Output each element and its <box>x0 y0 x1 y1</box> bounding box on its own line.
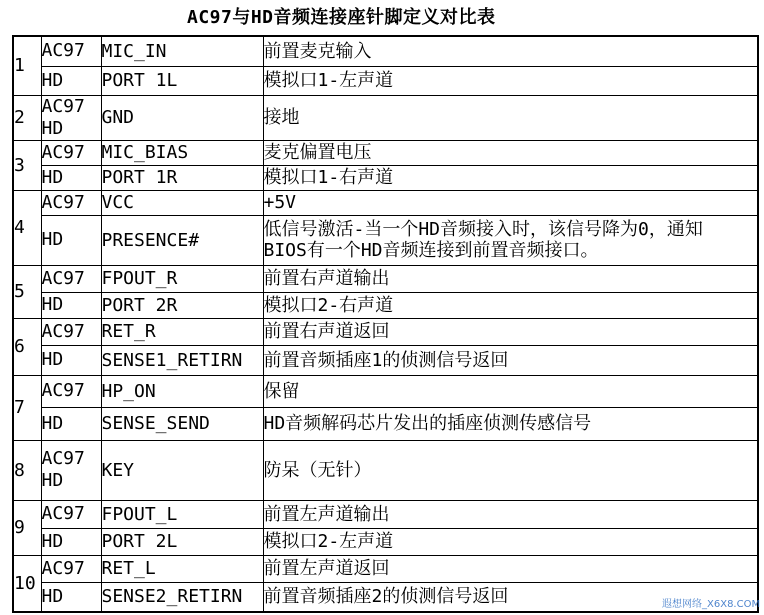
standard-cell <box>41 165 101 190</box>
standard-label: HD <box>41 229 64 250</box>
pin-number-cell <box>13 265 41 318</box>
signal-name-cell: PORT 1R <box>101 165 263 190</box>
standard-cell <box>41 582 101 612</box>
pin-number-cell <box>13 190 41 265</box>
standard-cell <box>41 190 101 215</box>
signal-name-cell: MIC_IN <box>101 36 263 66</box>
standard-label: AC97 <box>41 40 85 62</box>
pin-row <box>13 292 758 318</box>
standard-cell <box>41 318 101 345</box>
signal-name-cell: SENSE_SEND <box>101 407 263 440</box>
standard-cell <box>41 407 101 440</box>
standard-cell <box>41 215 101 265</box>
pin-number-cell <box>13 440 41 500</box>
pin-number: 1 <box>14 55 25 77</box>
description-line: +5V <box>263 192 297 213</box>
pin-definition-table <box>12 35 759 613</box>
description-line: 前置右声道输出 <box>263 268 390 289</box>
description-line: 模拟口1-右声道 <box>263 167 394 188</box>
pin-table-body <box>13 36 761 612</box>
signal-name-cell: RET_R <box>101 318 263 345</box>
watermark-logo: 遐想网络_X6X8.COM <box>662 599 761 610</box>
pin-row <box>13 318 758 345</box>
description-line: 麦克偏置电压 <box>263 142 372 163</box>
pin-row <box>13 500 758 528</box>
signal-name-cell: FPOUT_L <box>101 500 263 528</box>
standard-label: HD <box>41 294 64 315</box>
pin-number: 2 <box>14 107 25 128</box>
standard-cell <box>41 66 101 95</box>
standard-label: HD <box>41 349 64 370</box>
pin-number-cell <box>13 555 41 612</box>
signal-name-cell: PORT 1L <box>101 66 263 95</box>
description-cell <box>263 407 758 440</box>
description-cell <box>263 36 758 66</box>
signal-name-cell: KEY <box>101 440 263 500</box>
description-cell <box>263 345 758 375</box>
standard-label: HD <box>41 412 64 434</box>
signal-name-cell: SENSE2_RETIRN <box>101 582 263 612</box>
description-line: 前置音频插座2的侦测信号返回 <box>263 586 509 608</box>
standard-cell <box>41 292 101 318</box>
signal-name-cell: FPOUT_R <box>101 265 263 292</box>
description-cell <box>263 140 758 165</box>
description-cell <box>263 66 758 95</box>
pin-row <box>13 66 758 95</box>
description-cell <box>263 292 758 318</box>
standard-label: HD <box>41 470 64 491</box>
description-cell <box>263 165 758 190</box>
description-cell <box>263 318 758 345</box>
standard-label: HD <box>41 69 64 91</box>
standard-cell <box>41 555 101 582</box>
standard-cell <box>41 265 101 292</box>
signal-name-cell: RET_L <box>101 555 263 582</box>
description-line: 模拟口2-右声道 <box>263 294 394 316</box>
standard-cell <box>41 440 101 500</box>
pin-number-cell <box>13 318 41 375</box>
signal-name-cell: HP_ON <box>101 375 263 407</box>
description-cell <box>263 555 758 582</box>
signal-name-cell: VCC <box>101 190 263 215</box>
description-line: 低信号激活-当一个HD音频接入时，该信号降为0，通知 <box>263 219 703 240</box>
pin-row <box>13 36 758 66</box>
description-cell <box>263 215 758 265</box>
standard-cell <box>41 500 101 528</box>
pin-row <box>13 440 758 500</box>
pin-row <box>13 345 758 375</box>
standard-label: AC97 <box>41 380 85 401</box>
pin-number-cell <box>13 140 41 190</box>
description-line: 前置麦克输入 <box>263 40 372 62</box>
pin-number-cell <box>13 36 41 95</box>
description-line: 前置左声道输出 <box>263 503 390 525</box>
pin-number-cell <box>13 95 41 140</box>
description-cell <box>263 440 758 500</box>
standard-label: HD <box>41 585 64 607</box>
standard-label: AC97 <box>41 503 85 524</box>
description-line: 模拟口2-左声道 <box>263 531 394 552</box>
standard-cell <box>41 140 101 165</box>
description-line: 前置左声道返回 <box>263 558 390 579</box>
pin-row <box>13 165 758 190</box>
pin-number: 8 <box>14 459 25 481</box>
description-cell <box>263 190 758 215</box>
pin-row <box>13 375 758 407</box>
description-line: BIOS有一个HD音频连接到前置音频接口。 <box>263 240 599 261</box>
description-line: 模拟口1-左声道 <box>263 70 394 91</box>
standard-cell <box>41 36 101 66</box>
pin-number: 7 <box>14 397 25 418</box>
description-line: 防呆（无针） <box>263 459 372 481</box>
standard-label: AC97 <box>41 320 85 342</box>
pin-number: 10 <box>14 572 36 594</box>
signal-name-cell: SENSE1_RETIRN <box>101 345 263 375</box>
pin-row <box>13 582 758 612</box>
description-cell <box>263 528 758 555</box>
description-line: 接地 <box>263 107 300 128</box>
standard-label: AC97 <box>41 95 85 117</box>
standard-cell <box>41 95 101 140</box>
standard-cell <box>41 528 101 555</box>
pin-row <box>13 555 758 582</box>
standard-label: HD <box>41 530 64 552</box>
pin-row <box>13 528 758 555</box>
standard-label: AC97 <box>41 448 85 469</box>
signal-name-cell: PORT 2L <box>101 528 263 555</box>
pin-number: 6 <box>14 336 25 357</box>
pin-row <box>13 265 758 292</box>
pin-row <box>13 95 758 140</box>
standard-cell <box>41 345 101 375</box>
pin-row <box>13 190 758 215</box>
pin-number: 3 <box>14 154 25 176</box>
signal-name-cell: MIC_BIAS <box>101 140 263 165</box>
description-cell <box>263 500 758 528</box>
standard-cell <box>41 375 101 407</box>
description-cell <box>263 95 758 140</box>
standard-label: AC97 <box>41 267 85 289</box>
pin-row <box>13 215 758 265</box>
pin-number-cell <box>13 500 41 555</box>
signal-name-cell: PRESENCE# <box>101 215 263 265</box>
standard-label: HD <box>41 166 64 188</box>
description-line: 保留 <box>263 380 300 402</box>
table-title: AC97与HD音频连接座针脚定义对比表 <box>187 7 496 28</box>
description-line: 前置右声道返回 <box>263 321 390 342</box>
pin-row <box>13 140 758 165</box>
signal-name-cell: PORT 2R <box>101 292 263 318</box>
standard-label: AC97 <box>41 141 85 163</box>
description-line: 前置音频插座1的侦测信号返回 <box>263 349 509 371</box>
signal-name-cell: GND <box>101 95 263 140</box>
standard-label: HD <box>41 117 64 139</box>
description-line: HD音频解码芯片发出的插座侦测传感信号 <box>263 413 592 434</box>
standard-label: AC97 <box>41 557 85 579</box>
pin-number: 4 <box>14 217 25 238</box>
pin-number-cell <box>13 375 41 440</box>
standard-label: AC97 <box>41 191 85 213</box>
description-cell <box>263 375 758 407</box>
pin-row <box>13 407 758 440</box>
pin-number: 9 <box>14 517 25 538</box>
pin-number: 5 <box>14 281 25 302</box>
description-cell <box>263 265 758 292</box>
